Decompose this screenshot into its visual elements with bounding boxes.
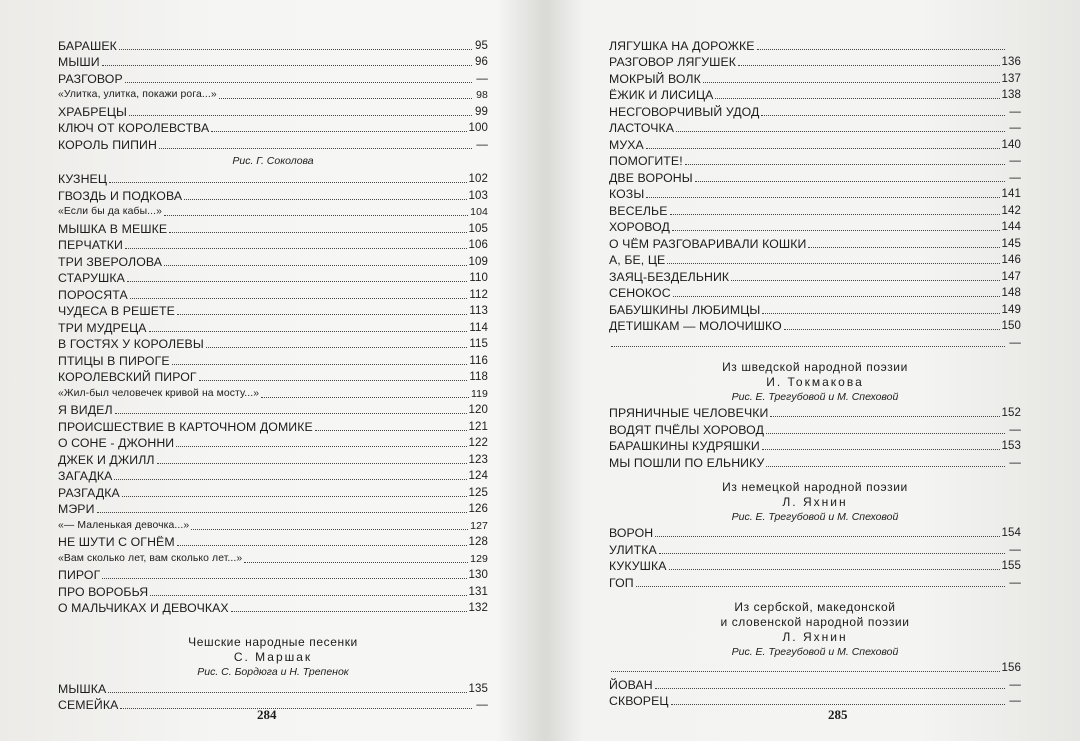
toc-entry-title: НЕ ШУТИ С ОГНЁМ: [58, 535, 175, 549]
dot-leader: [672, 229, 1000, 231]
toc-entry: [609, 86, 1021, 103]
right-entries-c: [609, 524, 1021, 590]
toc-entry-title: ЛАСТОЧКА: [609, 121, 675, 135]
dot-leader: [149, 330, 468, 332]
toc-entry-title: МОКРЫЙ ВОЛК: [609, 71, 701, 86]
dot-leader: [766, 465, 1005, 467]
toc-entry-title: ЙОВАН: [609, 677, 653, 692]
toc-entry-title: ЁЖИК И ЛИСИЦА: [609, 88, 714, 102]
toc-entry: [58, 203, 488, 220]
toc-entry-page: 146: [1001, 254, 1021, 266]
dot-leader: [211, 130, 466, 132]
toc-entry-title: ВЕСЕЛЬЕ: [609, 203, 668, 218]
toc-entry-title: ДЖЕК И ДЖИЛЛ: [58, 452, 155, 467]
page-number: 284: [257, 707, 277, 722]
toc-entry-title: УЛИТКА: [609, 542, 657, 557]
toc-entry-page: —: [1009, 336, 1021, 349]
toc-entry-title: В ГОСТЯХ У КОРОЛЕВЫ: [58, 337, 204, 351]
toc-entry-title: БАБУШКИНЫ ЛЮБИМЦЫ: [609, 302, 761, 317]
dot-leader: [184, 198, 466, 200]
toc-entry-page: —: [1009, 543, 1021, 556]
toc-entry-title: «Если бы да кабы...»: [58, 206, 162, 217]
illustrator-credit: Рис. Е. Трегубовой и М. Спеховой: [731, 390, 899, 403]
toc-entry: [58, 335, 488, 352]
toc-entry: [58, 417, 488, 434]
toc-entry-title: «Жил-был человечек кривой на мосту...»: [58, 387, 260, 399]
toc-entry-page: 100: [468, 122, 488, 134]
toc-entry-page: 152: [1001, 407, 1021, 419]
toc-entry-title: А, БЕ, ЦЕ: [609, 253, 666, 267]
dot-leader: [784, 328, 1000, 330]
toc-entry-page: 140: [1001, 138, 1021, 151]
dot-leader: [738, 64, 999, 66]
toc-entry-page: —: [476, 699, 488, 711]
toc-entry: [609, 420, 1021, 437]
toc-entry-page: 129: [470, 552, 488, 565]
dot-leader: [673, 295, 1000, 297]
translator-name: С. Маршак: [233, 650, 313, 664]
toc-entry-title: ПОМОГИТЕ!: [609, 154, 683, 168]
section-heading: Из сербской, македонской: [734, 599, 896, 614]
toc-entry-page: —: [1009, 122, 1021, 134]
toc-entry-page: 124: [468, 470, 488, 482]
toc-entry-page: 112: [469, 288, 488, 301]
toc-entry: [58, 135, 488, 152]
toc-entry-page: 155: [1001, 560, 1021, 572]
right-entries-b: [609, 404, 1021, 470]
toc-entry-page: —: [476, 138, 488, 151]
toc-entry: [58, 269, 488, 286]
toc-entry: [58, 53, 488, 70]
toc-entry: [58, 236, 488, 253]
toc-entry-title: РАЗГОВОР ЛЯГУШЕК: [609, 55, 737, 69]
left-entries-b: [58, 170, 488, 616]
toc-entry-title: СЕМЕЙКА: [58, 698, 119, 712]
toc-entry: [609, 102, 1021, 119]
toc-entry-page: —: [1009, 456, 1021, 469]
dot-leader: [191, 528, 468, 530]
toc-entry-title: «Улитка, улитка, покажи рога...»: [58, 89, 217, 100]
toc-entry: [58, 549, 488, 566]
dot-leader: [102, 64, 472, 66]
toc-entry: [609, 437, 1021, 454]
left-toc: [58, 36, 488, 712]
toc-entry-page: —: [1009, 695, 1021, 707]
toc-entry: [58, 516, 488, 533]
toc-entry: [609, 53, 1021, 70]
toc-entry-page: 119: [470, 387, 488, 400]
toc-entry-page: 131: [468, 585, 488, 598]
toc-entry: [58, 170, 488, 187]
dot-leader: [129, 114, 472, 116]
toc-entry-title: КОРОЛЬ ПИПИН: [58, 137, 157, 152]
toc-entry: [58, 401, 488, 418]
toc-entry-page: —: [1009, 423, 1021, 436]
right-page: [552, 0, 1080, 741]
dot-leader: [159, 147, 472, 149]
toc-entry-title: ТРИ ЗВЕРОЛОВА: [58, 254, 163, 269]
toc-entry-title: СТАРУШКА: [58, 271, 125, 285]
toc-entry-page: —: [476, 72, 488, 85]
illustrator-credit: Рис. Е. Трегубовой и М. Спеховой: [731, 645, 899, 658]
toc-entry-page: 149: [1001, 303, 1021, 316]
toc-entry-title: Я ВИДЕЛ: [58, 403, 113, 417]
toc-entry-title: ПОРОСЯТА: [58, 287, 128, 302]
toc-entry: [609, 317, 1021, 334]
translator-name: Л. Яхнин: [782, 629, 848, 644]
toc-entry-page: 118: [469, 371, 488, 383]
dot-leader: [244, 561, 468, 563]
toc-entry-page: —: [1009, 678, 1021, 691]
toc-entry: [609, 692, 1021, 709]
translator-name: И. Токмакова: [766, 374, 864, 389]
toc-entry: [58, 368, 488, 385]
toc-entry-title: ВОРОН: [609, 526, 654, 540]
toc-entry: [609, 119, 1021, 136]
toc-entry: [58, 450, 488, 467]
dot-leader: [130, 297, 468, 299]
dot-leader: [646, 196, 999, 198]
toc-entry: [58, 69, 488, 86]
toc-entry-page: 132: [468, 602, 488, 614]
toc-entry-page: 144: [1001, 221, 1021, 233]
page-number: 285: [828, 707, 848, 722]
toc-entry-page: 148: [1001, 287, 1021, 299]
toc-entry: [609, 333, 1021, 350]
section-heading: Чешские народные песенки: [188, 635, 358, 649]
toc-entry: [58, 302, 488, 319]
dot-leader: [177, 313, 467, 315]
dot-leader: [261, 396, 469, 398]
toc-entry-page: 147: [1001, 270, 1021, 283]
toc-entry-title: ХРАБРЕЦЫ: [58, 104, 128, 119]
toc-entry-page: 125: [468, 486, 488, 499]
toc-entry-page: 126: [468, 503, 488, 515]
toc-entry: [609, 659, 1021, 676]
toc-entry: [609, 168, 1021, 185]
toc-entry-page: 105: [468, 222, 488, 235]
dot-leader: [703, 81, 1000, 83]
toc-entry: [609, 69, 1021, 86]
dot-leader: [97, 511, 467, 513]
toc-entry-title: ПЕРЧАТКИ: [58, 238, 123, 252]
toc-entry-title: ГОП: [609, 575, 634, 590]
toc-entry-page: 156: [1001, 662, 1021, 674]
dot-leader: [176, 445, 466, 447]
toc-entry: [609, 540, 1021, 557]
toc-entry: [609, 267, 1021, 284]
dot-leader: [177, 544, 467, 546]
toc-entry: [609, 284, 1021, 301]
toc-entry-title: ЗАЯЦ-БЕЗДЕЛЬНИК: [609, 269, 730, 284]
section-heading: Из шведской народной поэзии: [722, 359, 908, 374]
toc-entry-title: ПТИЦЫ В ПИРОГЕ: [58, 353, 170, 368]
toc-entry: [609, 300, 1021, 317]
toc-entry: [609, 152, 1021, 169]
toc-entry: [58, 318, 488, 335]
toc-entry-title: ЛЯГУШКА НА ДОРОЖКЕ: [609, 38, 755, 53]
toc-entry-page: —: [1009, 171, 1021, 184]
toc-entry: [58, 86, 488, 103]
toc-entry-title: БАРАШКИНЫ КУДРЯШКИ: [609, 439, 760, 453]
toc-entry: [609, 524, 1021, 541]
dot-leader: [122, 495, 467, 497]
toc-entry-title: ПРЯНИЧНЫЕ ЧЕЛОВЕЧКИ: [609, 406, 769, 420]
toc-entry-page: 121: [468, 420, 488, 433]
right-entries-d: [609, 659, 1021, 709]
toc-entry-page: 145: [1001, 237, 1021, 250]
dot-leader: [157, 462, 467, 464]
toc-entry-title: ПИРОГ: [58, 568, 101, 582]
dot-leader: [315, 429, 467, 431]
dot-leader: [808, 246, 999, 248]
dot-leader: [199, 379, 468, 381]
dot-leader: [119, 48, 472, 50]
toc-entry-title: МЫШКА В МЕШКЕ: [58, 221, 168, 236]
dot-leader: [731, 279, 999, 281]
toc-entry-title: ГВОЗДЬ И ПОДКОВА: [58, 188, 183, 203]
toc-entry-title: «Вам сколько лет, вам сколько лет...»: [58, 552, 243, 564]
toc-entry-page: 153: [1001, 440, 1021, 452]
toc-entry-page: 135: [468, 682, 488, 695]
toc-entry-page: —: [1009, 155, 1021, 167]
section-heading: Из немецкой народной поэзии: [722, 479, 908, 494]
toc-entry: [609, 185, 1021, 202]
toc-entry-title: РАЗГОВОР: [58, 71, 123, 86]
left-entries-a: [58, 36, 488, 152]
dot-leader: [695, 180, 1005, 182]
toc-entry-page: 141: [1001, 188, 1021, 200]
dot-leader: [611, 345, 1005, 347]
toc-entry-page: 128: [468, 536, 488, 548]
dot-leader: [757, 48, 1005, 50]
dot-leader: [667, 262, 999, 264]
toc-entry: [58, 434, 488, 451]
dot-leader: [646, 147, 1000, 149]
toc-entry-page: 150: [1001, 320, 1021, 332]
right-toc: [609, 36, 1021, 708]
dot-leader: [659, 552, 1005, 554]
toc-entry-page: —: [1009, 576, 1021, 589]
dot-leader: [206, 346, 468, 348]
dot-leader: [762, 448, 1000, 450]
toc-entry-page: 115: [469, 338, 488, 350]
dot-leader: [102, 577, 466, 579]
toc-entry-title: ДЕТИШКАМ — МОЛОЧИШКО: [609, 319, 782, 333]
toc-entry-title: КЛЮЧ ОТ КОРОЛЕВСТВА: [58, 121, 210, 135]
toc-entry-title: БАРАШЕК: [58, 38, 117, 53]
dot-leader: [671, 703, 1005, 705]
toc-entry-title: ДВЕ ВОРОНЫ: [609, 170, 693, 185]
toc-entry: [58, 483, 488, 500]
toc-entry: [58, 102, 488, 119]
illustrator-credit: Рис. С. Бордюга и Н. Трепенок: [197, 666, 349, 678]
toc-entry-title: РАЗГАДКА: [58, 485, 120, 500]
dot-leader: [164, 264, 466, 266]
dot-leader: [120, 707, 472, 709]
toc-entry: [58, 566, 488, 583]
toc-entry: [58, 252, 488, 269]
toc-entry-page: 95: [475, 39, 488, 52]
toc-entry-page: 138: [1001, 89, 1021, 101]
toc-entry: [609, 573, 1021, 590]
toc-entry-title: «— Маленькая девочка...»: [58, 519, 190, 531]
dot-leader: [770, 415, 999, 417]
toc-entry: [609, 201, 1021, 218]
toc-entry: [58, 285, 488, 302]
toc-entry-title: МЫ ПОШЛИ ПО ЕЛЬНИКУ: [609, 455, 765, 470]
toc-entry-title: ПРОИСШЕСТВИЕ В КАРТОЧНОМ ДОМИКЕ: [58, 419, 313, 434]
toc-entry: [609, 234, 1021, 251]
toc-entry-title: О ЧЁМ РАЗГОВАРИВАЛИ КОШКИ: [609, 236, 807, 251]
toc-entry: [58, 36, 488, 53]
toc-entry-page: 120: [468, 404, 488, 416]
toc-entry-page: 116: [469, 354, 488, 367]
toc-entry: [58, 582, 488, 599]
toc-entry-page: 110: [469, 272, 488, 284]
toc-entry-page: 130: [468, 569, 488, 581]
toc-entry: [58, 679, 488, 696]
toc-entry-page: 142: [1001, 204, 1021, 217]
toc-entry-page: 99: [475, 105, 488, 118]
dot-leader: [611, 670, 1000, 672]
toc-entry: [58, 119, 488, 136]
toc-entry-title: МЫШКА: [58, 681, 107, 696]
toc-entry: [58, 384, 488, 401]
toc-entry: [609, 675, 1021, 692]
dot-leader: [766, 432, 1005, 434]
toc-entry-title: КОЗЫ: [609, 187, 645, 201]
toc-entry-page: 114: [469, 321, 488, 334]
toc-entry-page: 98: [476, 89, 488, 101]
toc-entry: [609, 218, 1021, 235]
illustrator-credit: Рис. Г. Соколова: [232, 154, 314, 167]
toc-entry: [58, 351, 488, 368]
toc-entry-title: КУЗНЕЦ: [58, 172, 108, 186]
dot-leader: [715, 97, 999, 99]
toc-entry-page: —: [1009, 105, 1021, 118]
toc-entry-title: О СОНЕ - ДЖОННИ: [58, 436, 175, 450]
dot-leader: [685, 163, 1005, 165]
toc-entry: [58, 500, 488, 517]
toc-entry-page: 154: [1001, 527, 1021, 539]
dot-leader: [150, 594, 466, 596]
toc-entry: [58, 599, 488, 616]
toc-entry-title: ВОДЯТ ПЧЁЛЫ ХОРОВОД: [609, 422, 765, 437]
toc-entry-page: 96: [475, 56, 488, 68]
toc-entry: [58, 219, 488, 236]
toc-entry: [609, 404, 1021, 421]
dot-leader: [655, 687, 1005, 689]
dot-leader: [127, 280, 467, 282]
toc-entry: [58, 186, 488, 203]
toc-entry-title: ХОРОВОД: [609, 220, 670, 234]
toc-entry-title: О МАЛЬЧИКАХ И ДЕВОЧКАХ: [58, 601, 229, 615]
dot-leader: [169, 231, 466, 233]
dot-leader: [108, 691, 466, 693]
dot-leader: [655, 535, 999, 537]
toc-entry-title: КОРОЛЕВСКИЙ ПИРОГ: [58, 370, 197, 384]
dot-leader: [125, 81, 472, 83]
toc-entry-title: ПРО ВОРОБЬЯ: [58, 584, 149, 599]
toc-entry-page: 109: [468, 255, 488, 268]
toc-entry-title: СКВОРЕЦ: [609, 694, 669, 708]
toc-entry: [609, 36, 1021, 53]
toc-entry-title: ЧУДЕСА В РЕШЕТЕ: [58, 304, 175, 318]
dot-leader: [115, 412, 467, 414]
toc-entry-title: КУКУШКА: [609, 559, 667, 573]
toc-entry-page: 137: [1001, 72, 1021, 85]
toc-entry-title: НЕСГОВОРЧИВЫЙ УДОД: [609, 104, 760, 119]
toc-entry-page: 123: [468, 453, 488, 466]
toc-entry-page: 122: [468, 437, 488, 449]
dot-leader: [172, 363, 468, 365]
dot-leader: [109, 181, 466, 183]
toc-entry-page: 104: [470, 206, 488, 218]
toc-entry-page: 113: [469, 305, 488, 317]
toc-entry-page: 127: [470, 519, 488, 532]
dot-leader: [762, 312, 999, 314]
toc-entry-title: МЭРИ: [58, 502, 95, 516]
toc-entry-title: МЫШИ: [58, 55, 100, 69]
toc-entry-title: МУХА: [609, 137, 644, 152]
dot-leader: [670, 213, 1000, 215]
section-heading: и словенской народной поэзии: [720, 614, 910, 629]
toc-entry: [58, 467, 488, 484]
dot-leader: [761, 114, 1005, 116]
dot-leader: [669, 568, 1000, 570]
toc-entry-page: 106: [468, 239, 488, 251]
toc-entry-page: 102: [468, 173, 488, 185]
dot-leader: [164, 214, 468, 216]
toc-entry: [609, 557, 1021, 574]
dot-leader: [676, 130, 1005, 132]
toc-entry-title: ТРИ МУДРЕЦА: [58, 320, 147, 335]
toc-entry: [609, 453, 1021, 470]
toc-entry-title: ЗАГАДКА: [58, 469, 113, 483]
dot-leader: [231, 610, 467, 612]
dot-leader: [636, 585, 1005, 587]
translator-name: Л. Яхнин: [782, 494, 848, 509]
dot-leader: [114, 478, 466, 480]
toc-entry-page: 136: [1001, 56, 1021, 68]
right-entries-a: [609, 36, 1021, 350]
illustrator-credit: Рис. Е. Трегубовой и М. Спеховой: [731, 510, 899, 523]
toc-entry: [609, 135, 1021, 152]
toc-entry-title: СЕНОКОС: [609, 286, 671, 300]
dot-leader: [219, 97, 472, 99]
toc-entry: [58, 533, 488, 550]
toc-entry-page: 103: [468, 189, 488, 202]
toc-entry: [609, 251, 1021, 268]
dot-leader: [125, 247, 467, 249]
